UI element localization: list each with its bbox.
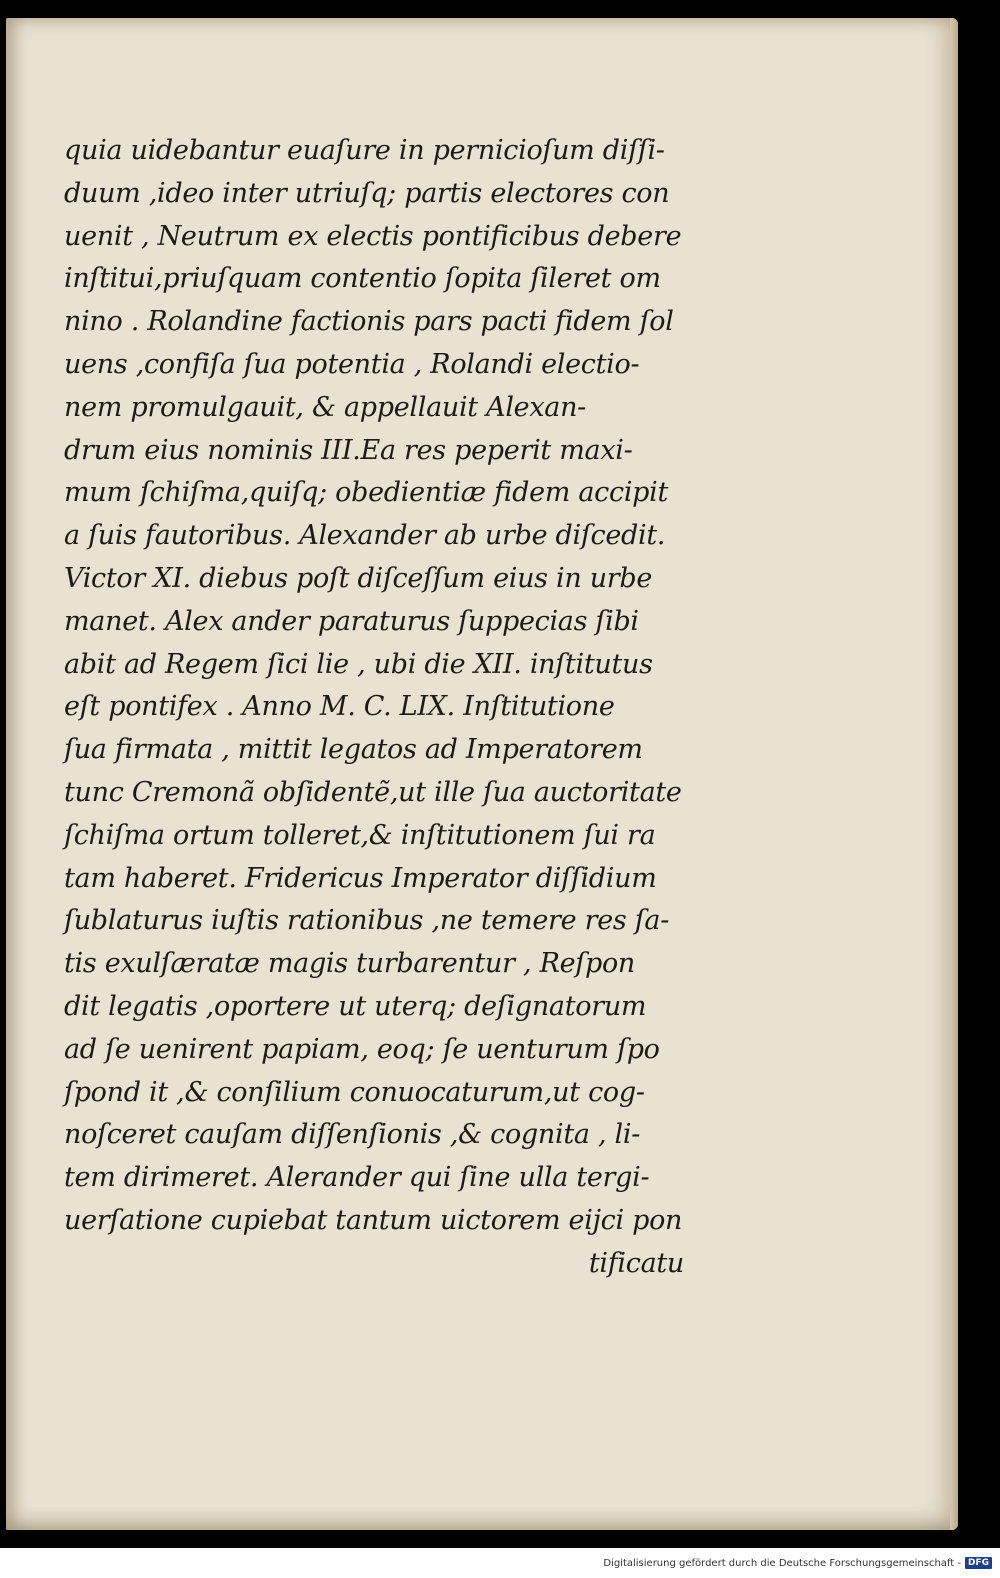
text-line: dit legatis ,oportere ut uterq; deſignatorum	[64, 990, 647, 1022]
text-block	[64, 130, 684, 1286]
text-line: manet. Alex ander paraturus ſuppecias ſibi	[64, 605, 639, 637]
text-line: tunc Cremonã obſidentẽ,ut ille ſua auctoritate	[64, 776, 682, 808]
funding-footer	[603, 1553, 992, 1573]
text-line: ſua firmata , mittit legatos ad Imperatorem	[64, 734, 643, 766]
text-line: ſchiſma ortum tolleret,& inſtitutionem ſui ra	[64, 819, 656, 851]
text-line: tem dirimeret. Alerander qui ſine ulla tergi-	[64, 1162, 650, 1194]
text-line: nino . Rolandine factionis pars pacti fidem ſol	[64, 306, 674, 338]
text-line: uenit , Neutrum ex electis pontificibus debere	[64, 220, 682, 252]
funding-credit: Digitalisierung gefördert durch die Deutsche Forschungsgemeinschaft -	[603, 1557, 961, 1569]
text-line: a ſuis fautoribus. Alexander ab urbe diſcedit.	[64, 520, 666, 552]
text-line: ad ſe uenirent papiam, eoq; ſe uenturum ſpo	[64, 1033, 660, 1065]
text-line: Victor XI. diebus poſt diſceſſum eius in urbe	[64, 562, 653, 594]
text-line: abit ad Regem ſici lie , ubi die XII. inſtitutus	[64, 648, 653, 680]
text-line: inſtitui,priuſquam contentio ſopita ſileret om	[64, 263, 661, 295]
book-page	[6, 18, 958, 1530]
text-line: quia uidebantur euaſure in pernicioſum diſſi-	[64, 135, 665, 166]
catchword: tificatu	[588, 1247, 684, 1279]
text-line: tis exulſæratæ magis turbarentur , Reſpon	[64, 948, 636, 980]
text-line: tam haberet. Fridericus Imperator diſſidium	[64, 862, 657, 894]
page-edge	[950, 18, 958, 1530]
text-line: nem promulgauit, & appellauit Alexan-	[64, 391, 586, 423]
text-line: noſceret cauſam diſſenſionis ,& cognita , li-	[64, 1119, 641, 1151]
text-line: ſublaturus iuſtis rationibus ,ne temere res ſa-	[64, 905, 670, 937]
text-line: ſpond it ,& conſilium conuocaturum,ut cog-	[64, 1076, 645, 1108]
text-line: uens ,confiſa ſua potentia , Rolandi electio-	[64, 348, 640, 380]
text-line: uerſatione cupiebat tantum uictorem eijci pon	[64, 1204, 683, 1236]
text-line: mum ſchiſma,quiſq; obedientiæ fidem accipit	[64, 477, 669, 509]
text-line: drum eius nominis III.Ea res peperit maxi-	[64, 434, 633, 466]
text-line: eſt pontifex . Anno M. C. LIX. Inſtitutione	[64, 691, 615, 723]
text-line: duum ,ideo inter utriuſq; partis electores con	[64, 177, 670, 209]
dfg-logo: DFG	[965, 1557, 992, 1569]
